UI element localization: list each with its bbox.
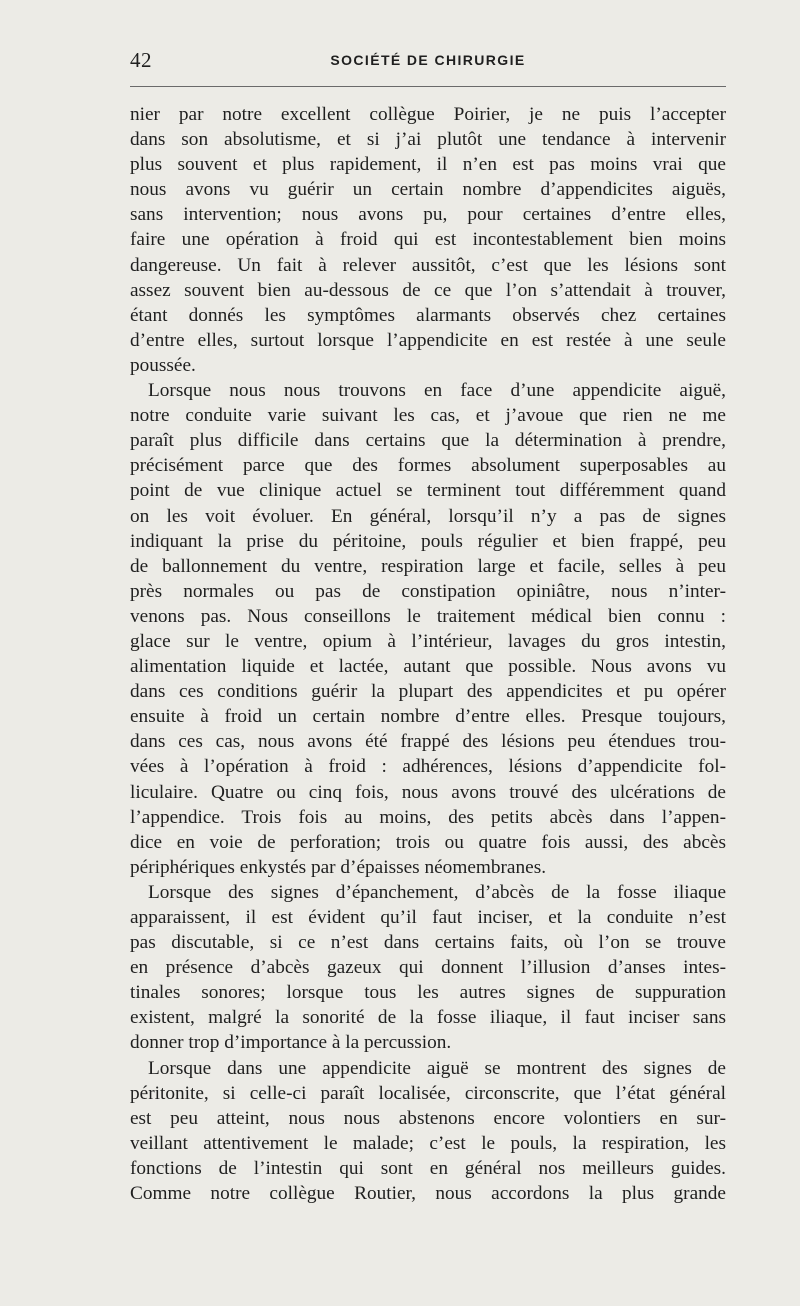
text-line: dans son absolutisme, et si j’ai plutôt une tendance à intervenir: [130, 129, 726, 151]
text-line: dangereuse. Un fait à relever aussitôt, c’est que les lésions sont: [130, 254, 726, 276]
text-line: est peu atteint, nous nous abstenons encore volontiers en sur-: [130, 1107, 726, 1129]
text-line: tinales sonores; lorsque tous les autres signes de suppuration: [130, 982, 726, 1004]
text-line: poussée.: [130, 354, 196, 376]
text-line: vées à l’opération à froid : adhérences, lésions d’appendicite fol-: [130, 756, 726, 778]
text-line: fonctions de l’intestin qui sont en général nos meilleurs guides.: [130, 1157, 726, 1179]
text-line: assez souvent bien au-dessous de ce que l’on s’attendait à trouver,: [130, 279, 726, 301]
text-line: de ballonnement du ventre, respiration large et facile, selles à peu: [130, 555, 726, 577]
text-line: apparaissent, il est évident qu’il faut inciser, et la conduite n’est: [130, 907, 726, 928]
text-line: indiquant la prise du péritoine, pouls régulier et bien frappé, peu: [130, 530, 726, 552]
text-line: étant donnés les symptômes alarmants observés chez certaines: [130, 304, 726, 326]
text-line: Comme notre collègue Routier, nous accordons la plus grande: [130, 1183, 726, 1205]
text-line: existent, malgré la sonorité de la fosse iliaque, il faut inciser sans: [130, 1007, 726, 1029]
text-line: faire une opération à froid qui est incontestablement bien moins: [130, 229, 726, 251]
text-line: sans intervention; nous avons pu, pour certaines d’entre elles,: [130, 204, 726, 226]
page-number: 42: [130, 48, 152, 72]
text-line: dice en voie de perforation; trois ou quatre fois aussi, des abcès: [130, 831, 726, 853]
header-rule: [130, 86, 726, 87]
page-header: [130, 44, 726, 76]
text-line: paraît plus difficile dans certains que la détermination à prendre,: [130, 430, 726, 452]
running-title: SOCIÉTÉ DE CHIRURGIE: [330, 52, 526, 68]
text-line: on les voit évoluer. En général, lorsqu’il n’y a pas de signes: [130, 505, 726, 527]
text-line: d’entre elles, surtout lorsque l’appendicite en est restée à une seule: [130, 329, 726, 351]
text-line: péritonite, si celle-ci paraît localisée, circonscrite, que l’état général: [130, 1082, 726, 1104]
text-line: périphériques enkystés par d’épaisses néomembranes.: [130, 856, 547, 878]
body-text: [130, 102, 726, 1206]
text-line: venons pas. Nous conseillons le traitement médical bien connu :: [130, 605, 726, 627]
text-line: veillant attentivement le malade; c’est le pouls, la respiration, les: [130, 1132, 726, 1154]
text-line: précisément parce que des formes absolument superposables au: [130, 455, 726, 477]
text-line: en présence d’abcès gazeux qui donnent l’illusion d’anses intes-: [130, 957, 726, 979]
text-line: l’appendice. Trois fois au moins, des petits abcès dans l’appen-: [130, 806, 726, 828]
text-line: Lorsque des signes d’épanchement, d’abcès de la fosse iliaque: [148, 881, 726, 903]
text-line: donner trop d’importance à la percussion.: [130, 1032, 452, 1054]
text-line: près normales ou pas de constipation opiniâtre, nous n’inter-: [130, 580, 726, 602]
text-line: plus souvent et plus rapidement, il n’en est pas moins vrai que: [130, 154, 726, 176]
text-line: dans ces conditions guérir la plupart des appendicites et pu opérer: [130, 681, 726, 703]
text-line: notre conduite varie suivant les cas, et j’avoue que rien ne me: [130, 405, 726, 427]
text-line: nier par notre excellent collègue Poirier, je ne puis l’accepter: [130, 104, 726, 125]
text-line: point de vue clinique actuel se terminent tout différemment quand: [130, 480, 726, 502]
text-line: alimentation liquide et lactée, autant que possible. Nous avons vu: [130, 656, 726, 678]
text-line: glace sur le ventre, opium à l’intérieur, lavages du gros intestin,: [130, 630, 726, 652]
text-line: dans ces cas, nous avons été frappé des lésions peu étendues trou-: [130, 731, 726, 753]
text-line: pas discutable, si ce n’est dans certains faits, où l’on se trouve: [130, 932, 726, 954]
text-line: liculaire. Quatre ou cinq fois, nous avons trouvé des ulcérations de: [130, 781, 726, 803]
text-line: nous avons vu guérir un certain nombre d’appendicites aiguës,: [130, 179, 726, 201]
text-line: Lorsque dans une appendicite aiguë se montrent des signes de: [148, 1057, 726, 1079]
text-line: ensuite à froid un certain nombre d’entre elles. Presque toujours,: [130, 706, 726, 728]
text-line: Lorsque nous nous trouvons en face d’une appendicite aiguë,: [148, 380, 726, 402]
